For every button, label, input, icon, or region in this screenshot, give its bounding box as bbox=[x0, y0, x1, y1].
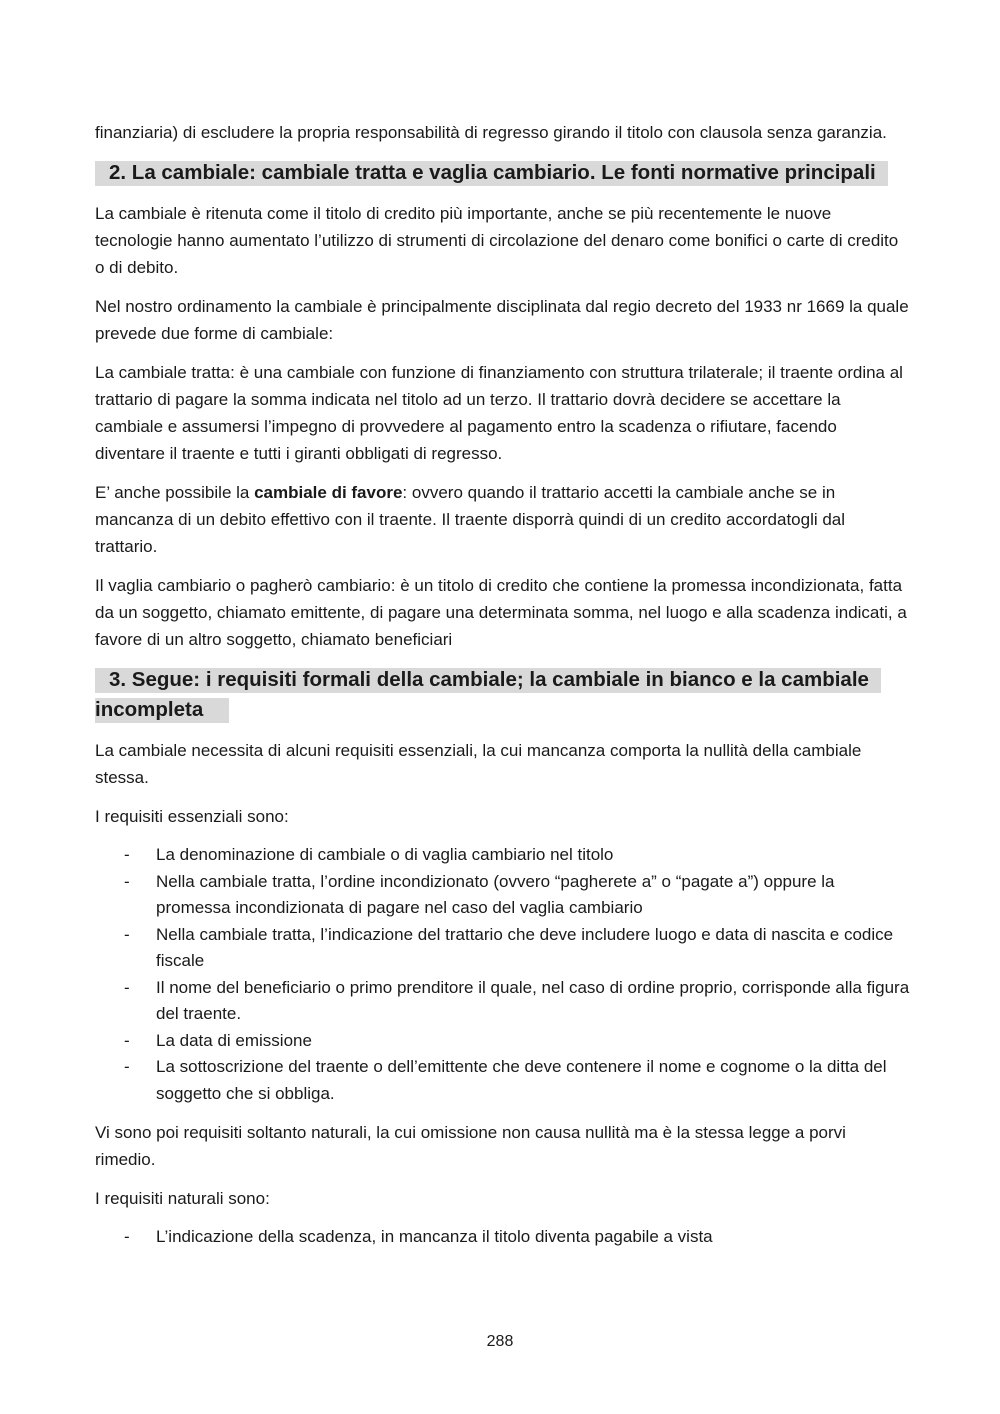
bold-term-cambiale-di-favore: cambiale di favore bbox=[254, 483, 403, 502]
paragraph-4-lead: E’ anche possibile la bbox=[95, 483, 255, 502]
bullet-dash: - bbox=[124, 1030, 130, 1050]
bullet-dash: - bbox=[124, 845, 130, 864]
list-item bbox=[95, 1224, 910, 1251]
list-item bbox=[95, 869, 910, 922]
section-2-heading-text: 2. La cambiale: cambiale tratta e vaglia cambiario. Le fonti normative principali bbox=[95, 161, 888, 186]
bullet-dash: - bbox=[124, 977, 130, 997]
bullet-dash: - bbox=[124, 1227, 130, 1246]
section-3-heading-line-2: incompleta bbox=[95, 698, 229, 723]
list-item-text: La sottoscrizione del traente o dell’emittente che deve contenere il nome e cognome o la ditta del soggetto che si obbliga. bbox=[156, 1057, 887, 1103]
list-item bbox=[95, 922, 910, 975]
bullet-dash: - bbox=[124, 871, 130, 891]
section-3-heading-line-1: 3. Segue: i requisiti formali della cambiale; la cambiale in bianco e la cambiale bbox=[95, 668, 881, 693]
section-2-paragraph-4 bbox=[95, 479, 910, 560]
list-item-text: La denominazione di cambiale o di vaglia cambiario nel titolo bbox=[156, 845, 614, 864]
section-3-paragraph-4: I requisiti naturali sono: bbox=[95, 1189, 270, 1208]
bullet-dash: - bbox=[124, 924, 130, 944]
list-item-text: La data di emissione bbox=[156, 1030, 312, 1050]
list-item-text: Nella cambiale tratta, l’ordine incondizionato (ovvero “pagherete a” o “pagate a”) oppure la promessa incondizionata di pagare nel caso del vaglia cambiario bbox=[156, 871, 835, 917]
page-number: 288 bbox=[486, 1333, 514, 1350]
list-item bbox=[95, 975, 910, 1028]
bullet-dash: - bbox=[124, 1057, 130, 1076]
paragraph-4-rest: : ovvero quando il trattario accetti la cambiale anche se in mancanza di un debito effettivo con il traente. Il traente disporrà quindi di un credito accordatogli dal trattario. bbox=[95, 483, 846, 556]
list-item-text: Nella cambiale tratta, l’indicazione del trattario che deve includere luogo e data di nascita e codice fiscale bbox=[156, 924, 894, 970]
intro-paragraph: finanziaria) di escludere la propria responsabilità di regresso girando il titolo con clausola senza garanzia. bbox=[95, 123, 887, 142]
section-2-paragraph-1: La cambiale è ritenuta come il titolo di credito più importante, anche se più recentemente le nuove tecnologie hanno aumentato l’utilizzo di strumenti di circolazione del denaro come bonifici o carte di credito o di debito. bbox=[95, 204, 899, 277]
section-3-paragraph-1: La cambiale necessita di alcuni requisiti essenziali, la cui mancanza comporta la nullità della cambiale stessa. bbox=[95, 741, 862, 787]
essential-requirements-list bbox=[95, 842, 910, 1107]
section-2-paragraph-3: La cambiale tratta: è una cambiale con funzione di finanziamento con struttura trilaterale; il traente ordina al trattario di pagare la somma indicata nel titolo ad un terzo. Il trattario dovrà decidere se accettare la cambiale e assumersi l’impegno di provvedere al pagamento entro la scadenza o rifiutare, facendo diventare il traente e tutti i giranti obbligati di regresso. bbox=[95, 363, 903, 463]
section-2-heading bbox=[95, 158, 910, 188]
section-3-paragraph-2: I requisiti essenziali sono: bbox=[95, 807, 289, 826]
list-item bbox=[95, 1054, 910, 1107]
list-item-text: Il nome del beneficiario o primo prenditore il quale, nel caso di ordine proprio, corrisponde alla figura del traente. bbox=[156, 977, 910, 1023]
section-3-paragraph-3: Vi sono poi requisiti soltanto naturali, la cui omissione non causa nullità ma è la stessa legge a porvi rimedio. bbox=[95, 1123, 846, 1169]
section-2-paragraph-2: Nel nostro ordinamento la cambiale è principalmente disciplinata dal regio decreto del 1933 nr 1669 la quale prevede due forme di cambiale: bbox=[95, 297, 909, 343]
section-3-heading bbox=[95, 665, 910, 725]
list-item bbox=[95, 842, 910, 869]
page-content bbox=[95, 119, 910, 1263]
section-2-paragraph-5: Il vaglia cambiario o pagherò cambiario: è un titolo di credito che contiene la promessa incondizionata, fatta da un soggetto, chiamato emittente, di pagare una determinata somma, nel luogo e alla scadenza indicati, a favore di un altro soggetto, chiamato beneficiari bbox=[95, 576, 907, 649]
list-item bbox=[95, 1028, 910, 1055]
natural-requirements-list bbox=[95, 1224, 910, 1251]
list-item-text: L’indicazione della scadenza, in mancanza il titolo diventa pagabile a vista bbox=[156, 1227, 713, 1246]
